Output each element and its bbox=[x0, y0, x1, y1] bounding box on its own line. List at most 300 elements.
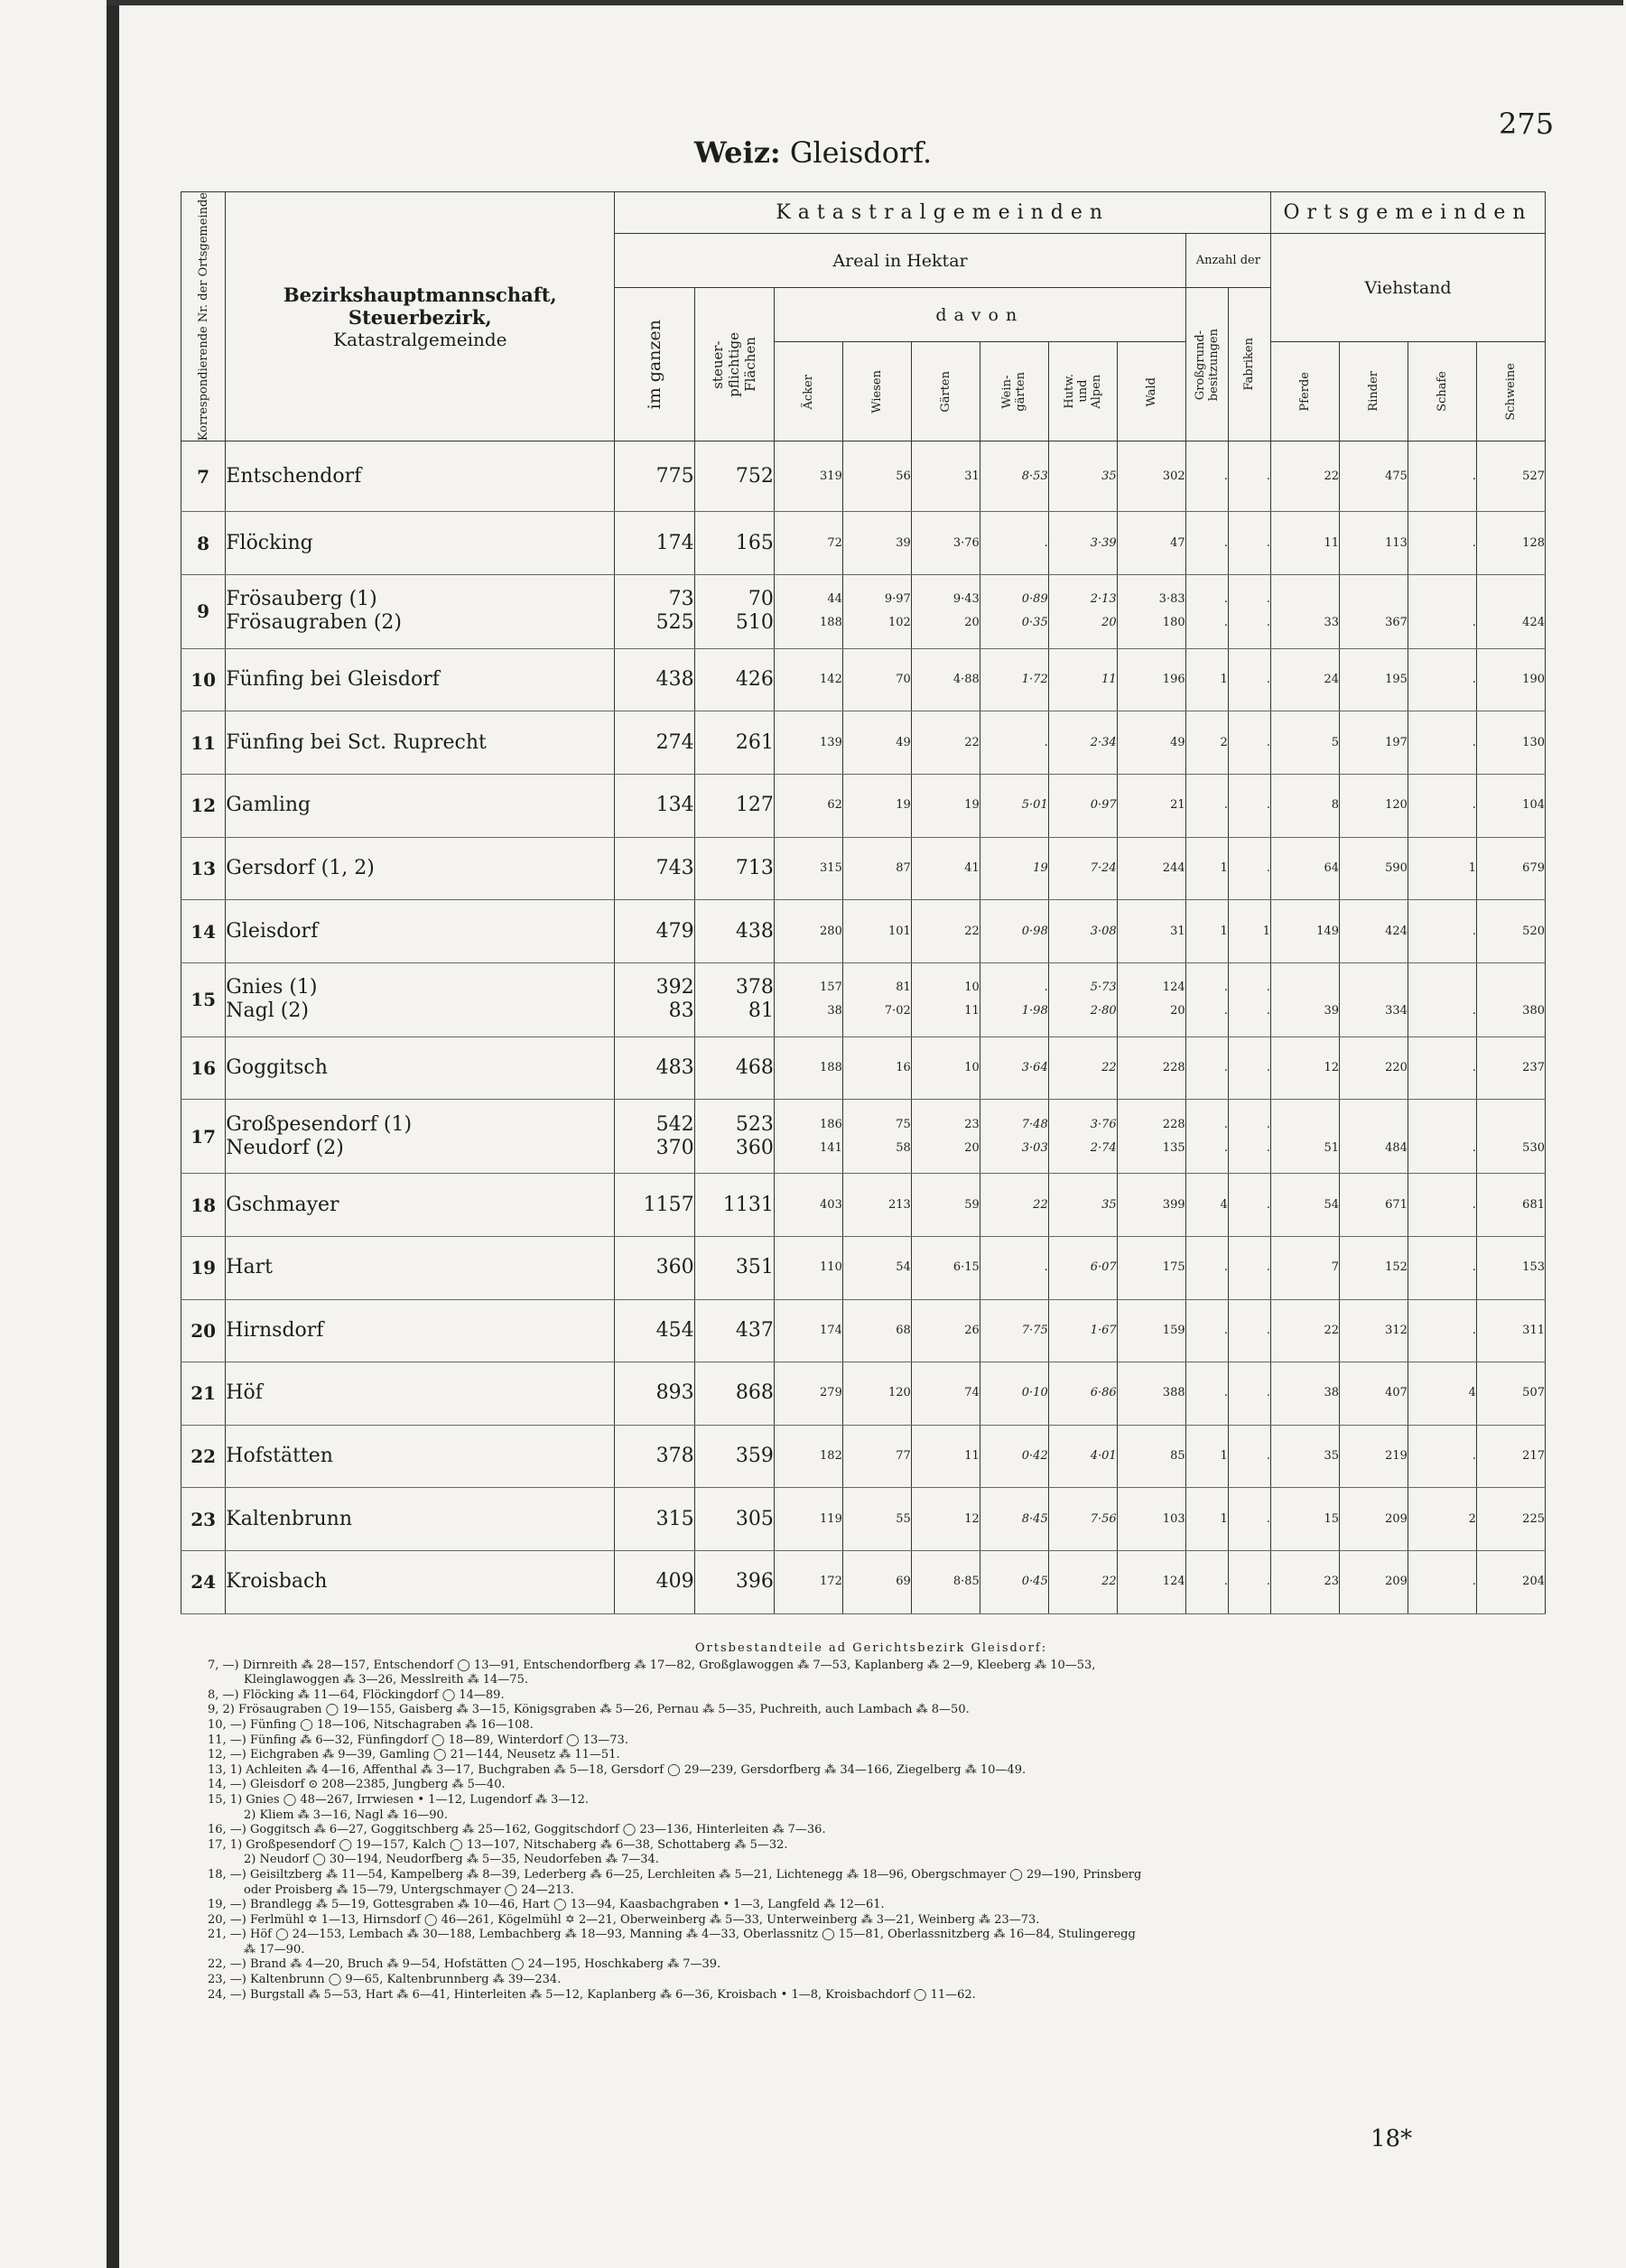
cell-fabr bbox=[1228, 1237, 1270, 1300]
cell-value: . bbox=[1223, 1140, 1228, 1155]
cell-rinder bbox=[1339, 837, 1408, 900]
cell-value: 12 bbox=[1324, 1061, 1339, 1075]
cell-value: 31 bbox=[1170, 924, 1185, 938]
cell-value: 1 bbox=[1262, 924, 1271, 938]
cell-schafe bbox=[1408, 775, 1476, 838]
footnote-line: 9, 2) Frösaugraben ◯ 19—155, Gaisberg ⁂ 3—15, Königsgraben ⁂ 5—26, Pernau ⁂ 5—35, Puchreith, auch Lambach ⁂ 8—50. bbox=[208, 1703, 970, 1717]
cell-value: 197 bbox=[1385, 735, 1408, 749]
cell-pferde bbox=[1271, 1362, 1340, 1426]
row-number: 9 bbox=[181, 574, 226, 648]
cell-value: 360 bbox=[735, 1136, 774, 1159]
cell-gross bbox=[1185, 1100, 1228, 1174]
cell-value: 7·24 bbox=[1090, 860, 1117, 875]
cell-value: 33 bbox=[1324, 616, 1339, 630]
cell-wiesen bbox=[842, 775, 911, 838]
cell-wald bbox=[1117, 1174, 1185, 1237]
cell-value: 7·48 bbox=[1021, 1117, 1048, 1131]
cell-hutw bbox=[1048, 1036, 1117, 1100]
cell-value: . bbox=[1472, 1260, 1476, 1275]
cell-hutw bbox=[1048, 574, 1117, 648]
cell-value: 775 bbox=[655, 464, 694, 488]
cell-value: 2 bbox=[1468, 1511, 1476, 1526]
cell-gross bbox=[1185, 1362, 1228, 1426]
cell-wald bbox=[1117, 1488, 1185, 1551]
cell-value: . bbox=[1266, 1323, 1271, 1337]
cell-schweine bbox=[1476, 1362, 1545, 1426]
cell-aecker bbox=[774, 962, 842, 1036]
cell-schweine bbox=[1476, 1550, 1545, 1613]
table-row bbox=[181, 512, 1546, 575]
municipality-name bbox=[226, 1237, 615, 1300]
cell-steuer bbox=[694, 442, 774, 512]
cell-schafe bbox=[1408, 1550, 1476, 1613]
cell-value: 1 bbox=[1220, 1449, 1228, 1464]
cell-value: . bbox=[1266, 1449, 1271, 1464]
cell-value: 141 bbox=[820, 1140, 842, 1155]
cell-gaerten bbox=[911, 1100, 980, 1174]
cell-value: 752 bbox=[735, 464, 774, 488]
cell-value: . bbox=[1266, 1061, 1271, 1075]
cell-fabr bbox=[1228, 442, 1270, 512]
header-wiesen: Wiesen bbox=[842, 342, 911, 442]
cell-rinder bbox=[1339, 1036, 1408, 1100]
cell-value: 1 bbox=[1220, 924, 1228, 938]
cell-aecker bbox=[774, 1425, 842, 1488]
cell-value: 868 bbox=[735, 1381, 774, 1405]
cell-wald bbox=[1117, 442, 1185, 512]
table-row bbox=[181, 1425, 1546, 1488]
cell-schweine bbox=[1476, 1100, 1545, 1174]
cell-value: 378 bbox=[735, 976, 774, 999]
cell-value: 396 bbox=[735, 1570, 774, 1594]
cell-value: 20 bbox=[964, 1140, 980, 1155]
cell-schafe bbox=[1408, 1036, 1476, 1100]
cell-wein bbox=[980, 1036, 1048, 1100]
cell-pferde bbox=[1271, 962, 1340, 1036]
cell-schweine bbox=[1476, 1174, 1545, 1237]
cell-schafe bbox=[1408, 1425, 1476, 1488]
cell-value: 70 bbox=[896, 673, 911, 687]
cell-value: . bbox=[1472, 735, 1476, 749]
cell-schafe bbox=[1408, 1299, 1476, 1362]
cell-value: 2·80 bbox=[1090, 1004, 1117, 1018]
cell-hutw bbox=[1048, 1100, 1117, 1174]
cell-value: 743 bbox=[655, 856, 694, 879]
cell-value: 507 bbox=[1522, 1386, 1545, 1400]
cell-pferde bbox=[1271, 837, 1340, 900]
table-row bbox=[181, 574, 1546, 648]
cell-value: 5 bbox=[1331, 735, 1339, 749]
cell-value: 165 bbox=[735, 531, 774, 554]
cell-value: 312 bbox=[1385, 1323, 1408, 1337]
table-row bbox=[181, 900, 1546, 963]
cell-value: 102 bbox=[887, 616, 911, 630]
cell-wein bbox=[980, 711, 1048, 775]
municipality-name-line: Frösauberg (1) bbox=[226, 588, 377, 611]
cell-pferde bbox=[1271, 442, 1340, 512]
cell-value: 5·73 bbox=[1090, 981, 1117, 995]
header-pferde: Pferde bbox=[1271, 342, 1340, 442]
cell-rinder bbox=[1339, 775, 1408, 838]
footnote-line: 22, —) Brand ⁂ 4—20, Bruch ⁂ 9—54, Hofstätten ◯ 24—195, Hoschkaberg ⁂ 7—39. bbox=[208, 1957, 721, 1972]
cell-fabr bbox=[1228, 711, 1270, 775]
cell-value: 73 bbox=[668, 588, 694, 611]
footnote-line: 7, —) Dirnreith ⁂ 28—157, Entschendorf ◯ 13—91, Entschendorfberg ⁂ 17—82, Großglawoggen ⁂ 7—53, Kaplanberg ⁂ 2—9, Kleeberg ⁂ 10—53, bbox=[208, 1658, 1096, 1672]
cell-hutw bbox=[1048, 1174, 1117, 1237]
cell-pferde bbox=[1271, 1425, 1340, 1488]
cell-value: 19 bbox=[896, 798, 911, 813]
cell-rinder bbox=[1339, 574, 1408, 648]
cell-gaerten bbox=[911, 1425, 980, 1488]
municipality-name bbox=[226, 574, 615, 648]
cell-value: 334 bbox=[1385, 1004, 1408, 1018]
table-row bbox=[181, 1299, 1546, 1362]
footnote-line: 14, —) Gleisdorf ⊙ 208—2385, Jungberg ⁂ 5—40. bbox=[208, 1778, 506, 1792]
cell-wein bbox=[980, 1488, 1048, 1551]
cell-value: 22 bbox=[964, 735, 980, 749]
table-row bbox=[181, 962, 1546, 1036]
footnote-line: 2) Kliem ⁂ 3—16, Nagl ⁂ 16—90. bbox=[244, 1808, 448, 1822]
cell-value: 23 bbox=[1324, 1575, 1339, 1589]
cell-value: 175 bbox=[1162, 1260, 1185, 1275]
municipality-name-line: Gschmayer bbox=[226, 1193, 339, 1216]
cell-rinder bbox=[1339, 711, 1408, 775]
header-steuerpflichtige: steuer- pflichtige Flächen bbox=[694, 288, 774, 442]
cell-pferde bbox=[1271, 1036, 1340, 1100]
cell-value: 72 bbox=[827, 535, 842, 550]
cell-value: 83 bbox=[668, 999, 694, 1023]
cell-value: 35 bbox=[1324, 1449, 1339, 1464]
cell-value: 311 bbox=[1522, 1323, 1545, 1337]
table-row bbox=[181, 837, 1546, 900]
cell-value: 0·35 bbox=[1021, 616, 1048, 630]
cell-rinder bbox=[1339, 648, 1408, 711]
cell-wald bbox=[1117, 900, 1185, 963]
cell-schafe bbox=[1408, 512, 1476, 575]
cell-value: 217 bbox=[1522, 1449, 1545, 1464]
cell-rinder bbox=[1339, 442, 1408, 512]
cell-value: 22 bbox=[1324, 1323, 1339, 1337]
cell-schweine bbox=[1476, 574, 1545, 648]
row-number: 21 bbox=[181, 1362, 226, 1426]
cell-wiesen bbox=[842, 1488, 911, 1551]
cell-value: 110 bbox=[820, 1260, 842, 1275]
cell-schafe bbox=[1408, 1174, 1476, 1237]
cell-steuer bbox=[694, 1174, 774, 1237]
cell-value: 130 bbox=[1522, 735, 1545, 749]
cell-value: 157 bbox=[820, 981, 842, 995]
cell-value: 54 bbox=[896, 1260, 911, 1275]
municipality-name-line: Frösaugraben (2) bbox=[226, 611, 403, 635]
row-number: 17 bbox=[181, 1100, 226, 1174]
header-fabriken: Fabriken bbox=[1228, 288, 1270, 442]
cell-value: 319 bbox=[820, 469, 842, 483]
cell-ganzen bbox=[615, 1299, 694, 1362]
cell-aecker bbox=[774, 1174, 842, 1237]
cell-value: 713 bbox=[735, 856, 774, 879]
cell-value: 75 bbox=[896, 1117, 911, 1131]
table-row bbox=[181, 442, 1546, 512]
cell-schafe bbox=[1408, 574, 1476, 648]
municipality-name bbox=[226, 648, 615, 711]
cell-gaerten bbox=[911, 837, 980, 900]
cell-value: 120 bbox=[1385, 798, 1408, 813]
municipality-name bbox=[226, 1174, 615, 1237]
cell-wiesen bbox=[842, 1100, 911, 1174]
table-row bbox=[181, 1174, 1546, 1237]
table-body bbox=[181, 442, 1546, 1613]
table-row bbox=[181, 648, 1546, 711]
cell-value: 128 bbox=[1522, 535, 1545, 550]
cell-value: 9·97 bbox=[884, 592, 911, 607]
cell-spacer bbox=[1477, 1113, 1545, 1137]
cell-fabr bbox=[1228, 512, 1270, 575]
cell-value: . bbox=[1266, 1511, 1271, 1526]
cell-value: 120 bbox=[887, 1386, 911, 1400]
cell-value: 15 bbox=[1324, 1511, 1339, 1526]
row-number: 22 bbox=[181, 1425, 226, 1488]
cell-wiesen bbox=[842, 648, 911, 711]
row-number: 13 bbox=[181, 837, 226, 900]
header-weingaerten: Wein- gärten bbox=[980, 342, 1048, 442]
cell-value: 153 bbox=[1522, 1260, 1545, 1275]
municipality-name bbox=[226, 1488, 615, 1551]
cell-wiesen bbox=[842, 1237, 911, 1300]
cell-value: . bbox=[1223, 616, 1228, 630]
municipality-name-line: Fünfing bei Sct. Ruprecht bbox=[226, 730, 487, 754]
footnote-line: 13, 1) Achleiten ⁂ 4—16, Affenthal ⁂ 3—17, Buchgraben ⁂ 5—18, Gersdorf ◯ 29—239, Gersdorfberg ⁂ 34—166, Ziegelberg ⁂ 10—49. bbox=[208, 1762, 1027, 1777]
cell-value: 188 bbox=[820, 1061, 842, 1075]
cell-value: 7·75 bbox=[1021, 1323, 1048, 1337]
municipality-name bbox=[226, 711, 615, 775]
cell-value: 315 bbox=[820, 860, 842, 875]
cell-spacer bbox=[1271, 976, 1339, 999]
cell-value: . bbox=[1266, 798, 1271, 813]
cell-value: . bbox=[1266, 981, 1271, 995]
municipality-name bbox=[226, 962, 615, 1036]
cell-value: . bbox=[1472, 924, 1476, 938]
cell-value: . bbox=[1266, 860, 1271, 875]
cell-ganzen bbox=[615, 648, 694, 711]
cell-value: . bbox=[1472, 535, 1476, 550]
cell-value: 39 bbox=[1324, 1004, 1339, 1018]
municipality-name-line: Höf bbox=[226, 1381, 263, 1405]
cell-schafe bbox=[1408, 1100, 1476, 1174]
cell-value: 51 bbox=[1324, 1140, 1339, 1155]
footnote-line: 19, —) Brandlegg ⁂ 5—19, Gottesgraben ⁂ 10—46, Hart ◯ 13—94, Kaasbachgraben • 1—3, Langfeld ⁂ 12—61. bbox=[208, 1898, 885, 1912]
cell-value: . bbox=[1223, 1323, 1228, 1337]
cell-value: . bbox=[1223, 798, 1228, 813]
cell-value: 182 bbox=[820, 1449, 842, 1464]
footnote-line: 12, —) Eichgraben ⁂ 9—39, Gamling ◯ 21—144, Neusetz ⁂ 11—51. bbox=[208, 1748, 620, 1762]
cell-wein bbox=[980, 962, 1048, 1036]
cell-steuer bbox=[694, 574, 774, 648]
cell-steuer bbox=[694, 1036, 774, 1100]
cell-value: 209 bbox=[1385, 1511, 1408, 1526]
cell-value: . bbox=[1223, 1260, 1228, 1275]
cell-value: 437 bbox=[735, 1318, 774, 1342]
cell-value: 174 bbox=[655, 531, 694, 554]
cell-value: 22 bbox=[1033, 1197, 1048, 1212]
cell-value: 6·15 bbox=[952, 1260, 980, 1275]
cell-value: 56 bbox=[896, 469, 911, 483]
cell-rinder bbox=[1339, 900, 1408, 963]
cell-wein bbox=[980, 1237, 1048, 1300]
cell-value: . bbox=[1266, 616, 1271, 630]
header-davon: davon bbox=[774, 288, 1185, 342]
cell-steuer bbox=[694, 837, 774, 900]
cell-schweine bbox=[1476, 1036, 1545, 1100]
cell-pferde bbox=[1271, 648, 1340, 711]
cell-value: 41 bbox=[964, 860, 980, 875]
footnotes bbox=[208, 1641, 1535, 2003]
cell-fabr bbox=[1228, 1299, 1270, 1362]
row-number: 24 bbox=[181, 1550, 226, 1613]
cell-value: 0·10 bbox=[1021, 1386, 1048, 1400]
header-rinder: Rinder bbox=[1339, 342, 1408, 442]
cell-value: 244 bbox=[1162, 860, 1185, 875]
header-katastralgemeinden: Katastralgemeinden bbox=[615, 192, 1271, 234]
cell-gross bbox=[1185, 1036, 1228, 1100]
statistics-table bbox=[181, 191, 1546, 1614]
cell-wiesen bbox=[842, 1425, 911, 1488]
table-row bbox=[181, 1488, 1546, 1551]
cell-spacer bbox=[1340, 976, 1408, 999]
cell-steuer bbox=[694, 775, 774, 838]
cell-rinder bbox=[1339, 1237, 1408, 1300]
cell-wald bbox=[1117, 512, 1185, 575]
row-number: 7 bbox=[181, 442, 226, 512]
header-viehstand: Viehstand bbox=[1271, 234, 1546, 342]
footnote-line: 17, 1) Großpesendorf ◯ 19—157, Kalch ◯ 13—107, Nitschaberg ⁂ 6—38, Schottaberg ⁂ 5—32. bbox=[208, 1837, 788, 1852]
cell-pferde bbox=[1271, 1237, 1340, 1300]
cell-value: 209 bbox=[1385, 1575, 1408, 1589]
table-header bbox=[181, 192, 1546, 442]
cell-value: . bbox=[1223, 1117, 1228, 1131]
cell-value: 20 bbox=[1170, 1004, 1185, 1018]
cell-value: 64 bbox=[1324, 860, 1339, 875]
municipality-name bbox=[226, 837, 615, 900]
cell-schweine bbox=[1476, 711, 1545, 775]
cell-schafe bbox=[1408, 442, 1476, 512]
cell-value: 70 bbox=[748, 588, 774, 611]
cell-value: 527 bbox=[1522, 469, 1545, 483]
footnote-line: 21, —) Höf ◯ 24—153, Lembach ⁂ 30—188, Lembachberg ⁂ 18—93, Manning ⁂ 4—33, Oberlassnitz ◯ 15—81, Oberlassnitzberg ⁂ 16—84, Stulingeregg bbox=[208, 1928, 1136, 1942]
cell-value: 279 bbox=[820, 1386, 842, 1400]
municipality-name-line: Nagl (2) bbox=[226, 999, 309, 1023]
cell-ganzen bbox=[615, 1425, 694, 1488]
row-number: 20 bbox=[181, 1299, 226, 1362]
cell-pferde bbox=[1271, 711, 1340, 775]
cell-value: 237 bbox=[1522, 1061, 1545, 1075]
cell-aecker bbox=[774, 512, 842, 575]
title-district: Weiz: bbox=[693, 135, 781, 170]
cell-value: 2·34 bbox=[1090, 735, 1117, 749]
cell-value: 679 bbox=[1522, 860, 1545, 875]
cell-value: 11 bbox=[1101, 673, 1117, 687]
cell-value: 16 bbox=[896, 1061, 911, 1075]
cell-hutw bbox=[1048, 837, 1117, 900]
cell-steuer bbox=[694, 962, 774, 1036]
cell-wein bbox=[980, 1174, 1048, 1237]
cell-value: . bbox=[1266, 735, 1271, 749]
cell-value: 219 bbox=[1385, 1449, 1408, 1464]
cell-value: 5·01 bbox=[1021, 798, 1048, 813]
cell-fabr bbox=[1228, 648, 1270, 711]
cell-value: . bbox=[1472, 1061, 1476, 1075]
cell-value: 475 bbox=[1385, 469, 1408, 483]
cell-wein bbox=[980, 648, 1048, 711]
cell-schweine bbox=[1476, 1488, 1545, 1551]
cell-pferde bbox=[1271, 1488, 1340, 1551]
cell-value: 1·72 bbox=[1021, 673, 1048, 687]
cell-value: 681 bbox=[1522, 1197, 1545, 1212]
cell-value: 315 bbox=[655, 1507, 694, 1530]
cell-value: 149 bbox=[1316, 924, 1339, 938]
municipality-name bbox=[226, 442, 615, 512]
cell-gross bbox=[1185, 1174, 1228, 1237]
cell-value: 54 bbox=[1324, 1197, 1339, 1212]
footnote-line: 11, —) Fünfing ⁂ 6—32, Fünfingdorf ◯ 18—89, Winterdorf ◯ 13—73. bbox=[208, 1733, 628, 1747]
cell-value: 23 bbox=[964, 1117, 980, 1131]
cell-wiesen bbox=[842, 442, 911, 512]
cell-wein bbox=[980, 1550, 1048, 1613]
municipality-name-line: Hofstätten bbox=[226, 1445, 333, 1468]
footnote-line: 8, —) Flöcking ⁂ 11—64, Flöckingdorf ◯ 14—89. bbox=[208, 1687, 505, 1702]
cell-value: 2·74 bbox=[1090, 1140, 1117, 1155]
cell-steuer bbox=[694, 648, 774, 711]
table-row bbox=[181, 711, 1546, 775]
cell-aecker bbox=[774, 1550, 842, 1613]
cell-value: . bbox=[1266, 1004, 1271, 1018]
cell-value: . bbox=[1223, 1004, 1228, 1018]
cell-value: 4 bbox=[1468, 1386, 1476, 1400]
cell-pferde bbox=[1271, 1550, 1340, 1613]
municipality-name bbox=[226, 1036, 615, 1100]
cell-value: 159 bbox=[1162, 1323, 1185, 1337]
cell-value: 204 bbox=[1522, 1575, 1545, 1589]
cell-value: 520 bbox=[1522, 924, 1545, 938]
cell-value: . bbox=[1472, 616, 1476, 630]
table-row bbox=[181, 1237, 1546, 1300]
cell-value: 81 bbox=[748, 999, 774, 1023]
cell-value: 39 bbox=[896, 535, 911, 550]
cell-aecker bbox=[774, 900, 842, 963]
cell-wiesen bbox=[842, 512, 911, 575]
cell-gross bbox=[1185, 1550, 1228, 1613]
cell-wein bbox=[980, 442, 1048, 512]
cell-value: 671 bbox=[1385, 1197, 1408, 1212]
cell-value: 6·86 bbox=[1090, 1386, 1117, 1400]
cell-schafe bbox=[1408, 1488, 1476, 1551]
cell-value: 134 bbox=[655, 794, 694, 817]
cell-value: 8·85 bbox=[952, 1575, 980, 1589]
municipality-name-line: Gamling bbox=[226, 794, 311, 817]
cell-gross bbox=[1185, 775, 1228, 838]
cell-value: 3·08 bbox=[1090, 924, 1117, 938]
cell-pferde bbox=[1271, 574, 1340, 648]
cell-value: 0·97 bbox=[1090, 798, 1117, 813]
cell-schweine bbox=[1476, 962, 1545, 1036]
header-wald: Wald bbox=[1117, 342, 1185, 442]
cell-wiesen bbox=[842, 1174, 911, 1237]
cell-hutw bbox=[1048, 1362, 1117, 1426]
municipality-name bbox=[226, 1550, 615, 1613]
cell-hutw bbox=[1048, 1299, 1117, 1362]
cell-steuer bbox=[694, 1237, 774, 1300]
row-number: 11 bbox=[181, 711, 226, 775]
cell-hutw bbox=[1048, 1488, 1117, 1551]
